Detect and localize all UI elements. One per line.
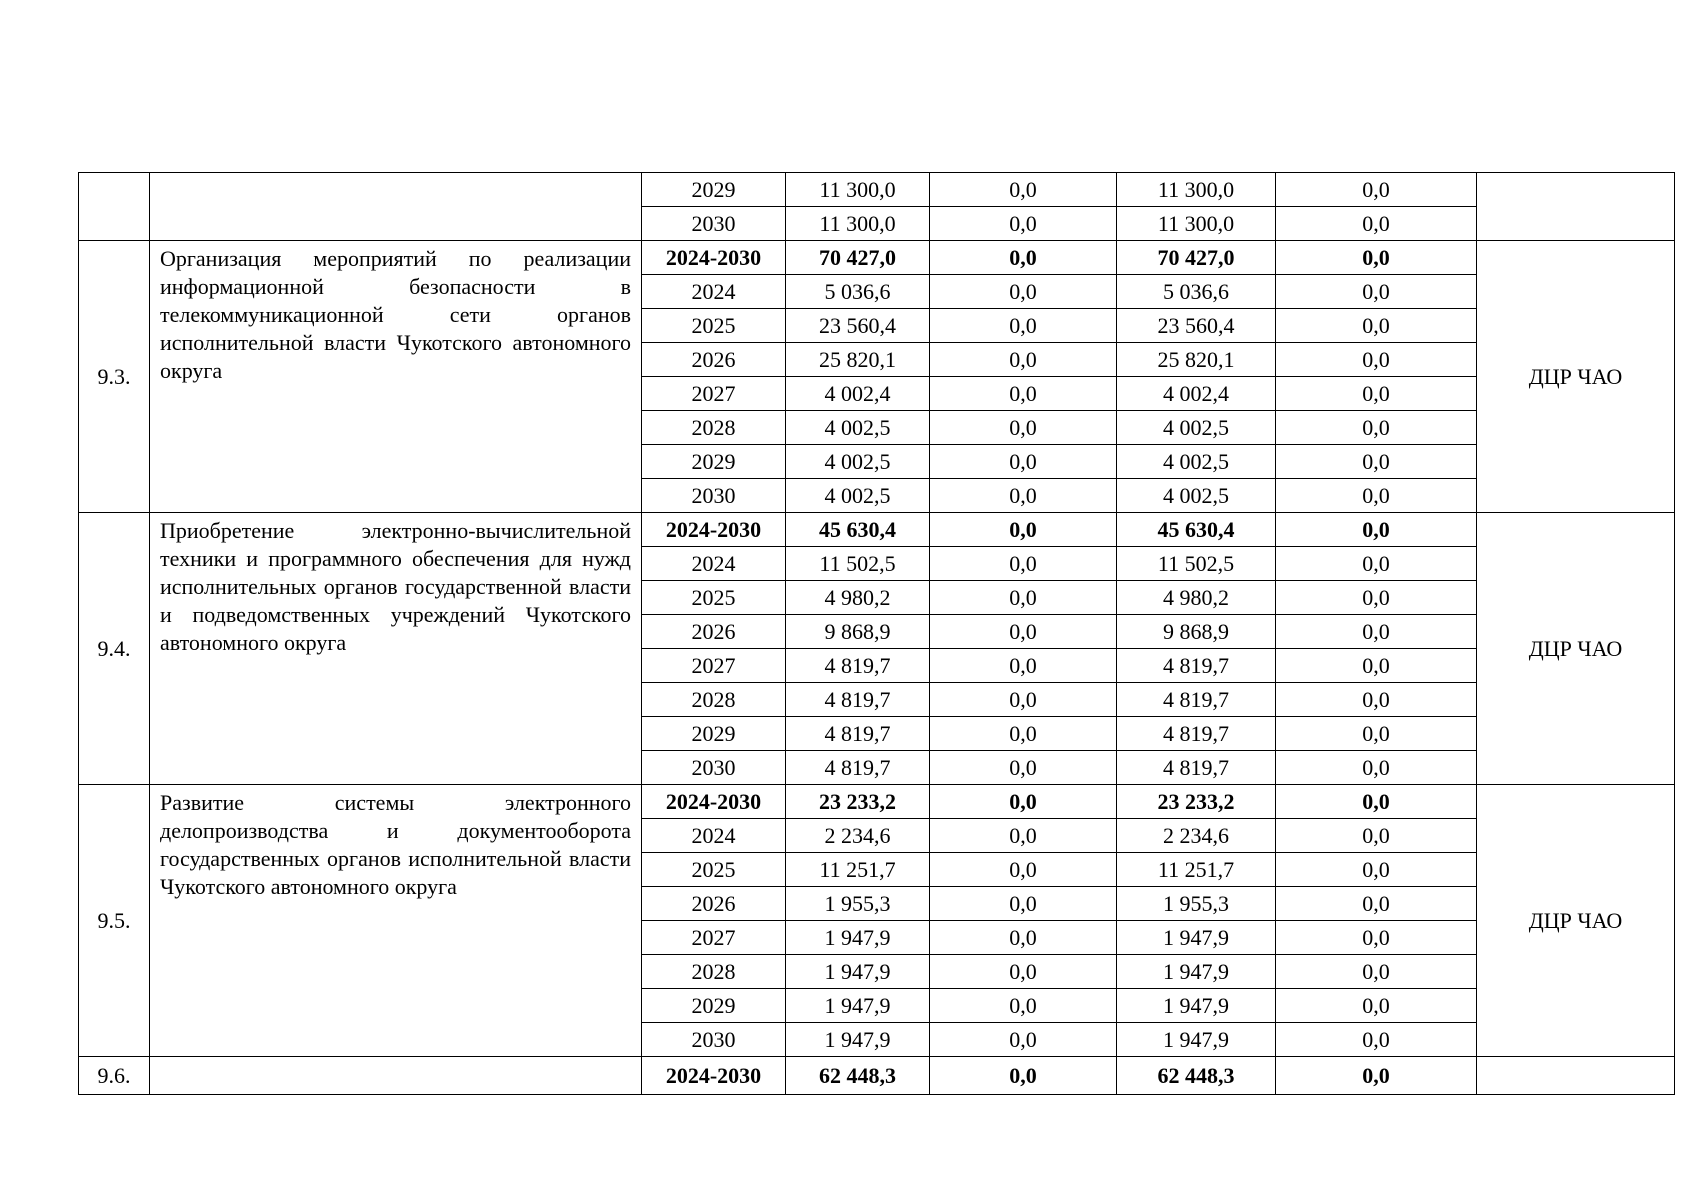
other-cell: 0,0 [1276, 615, 1477, 649]
year-cell: 2027 [642, 649, 786, 683]
year-cell: 2026 [642, 343, 786, 377]
total-cell: 1 947,9 [786, 921, 930, 955]
regional-cell: 4 819,7 [1117, 649, 1276, 683]
federal-cell: 0,0 [930, 173, 1117, 207]
regional-cell: 5 036,6 [1117, 275, 1276, 309]
total-cell: 4 002,5 [786, 411, 930, 445]
regional-cell: 11 502,5 [1117, 547, 1276, 581]
year-cell: 2024 [642, 547, 786, 581]
total-cell: 4 819,7 [786, 649, 930, 683]
total-cell: 62 448,3 [786, 1057, 930, 1095]
federal-cell: 0,0 [930, 887, 1117, 921]
federal-cell: 0,0 [930, 989, 1117, 1023]
total-cell: 11 251,7 [786, 853, 930, 887]
federal-cell: 0,0 [930, 649, 1117, 683]
executor-cell: ДЦР ЧАО [1477, 785, 1675, 1057]
regional-cell: 4 002,5 [1117, 445, 1276, 479]
federal-cell: 0,0 [930, 343, 1117, 377]
other-cell: 0,0 [1276, 785, 1477, 819]
total-cell: 9 868,9 [786, 615, 930, 649]
other-cell: 0,0 [1276, 989, 1477, 1023]
executor-cell: ДЦР ЧАО [1477, 513, 1675, 785]
item-name: Развитие системы электронного делопроизводства и документооборота государственных органов исполнительной власти Чукотского автономного округа [150, 785, 642, 1057]
regional-cell: 2 234,6 [1117, 819, 1276, 853]
other-cell: 0,0 [1276, 479, 1477, 513]
year-cell: 2024-2030 [642, 513, 786, 547]
regional-cell: 9 868,9 [1117, 615, 1276, 649]
federal-cell: 0,0 [930, 445, 1117, 479]
table-row [79, 241, 1675, 275]
regional-cell: 4 980,2 [1117, 581, 1276, 615]
other-cell: 0,0 [1276, 241, 1477, 275]
regional-cell: 23 233,2 [1117, 785, 1276, 819]
year-cell: 2027 [642, 377, 786, 411]
federal-cell: 0,0 [930, 853, 1117, 887]
total-cell: 4 980,2 [786, 581, 930, 615]
table-row [79, 173, 1675, 207]
federal-cell: 0,0 [930, 581, 1117, 615]
regional-cell: 11 300,0 [1117, 207, 1276, 241]
federal-cell: 0,0 [930, 785, 1117, 819]
year-cell: 2024-2030 [642, 241, 786, 275]
other-cell: 0,0 [1276, 411, 1477, 445]
other-cell: 0,0 [1276, 343, 1477, 377]
other-cell: 0,0 [1276, 819, 1477, 853]
year-cell: 2026 [642, 615, 786, 649]
total-cell: 11 300,0 [786, 207, 930, 241]
year-cell: 2030 [642, 207, 786, 241]
total-cell: 1 955,3 [786, 887, 930, 921]
table-row [79, 785, 1675, 819]
regional-cell: 62 448,3 [1117, 1057, 1276, 1095]
total-cell: 23 560,4 [786, 309, 930, 343]
regional-cell: 25 820,1 [1117, 343, 1276, 377]
other-cell: 0,0 [1276, 513, 1477, 547]
regional-cell: 11 300,0 [1117, 173, 1276, 207]
year-cell: 2026 [642, 887, 786, 921]
federal-cell: 0,0 [930, 207, 1117, 241]
table-row [79, 513, 1675, 547]
year-cell: 2025 [642, 853, 786, 887]
total-cell: 45 630,4 [786, 513, 930, 547]
other-cell: 0,0 [1276, 377, 1477, 411]
item-number [79, 173, 150, 241]
other-cell: 0,0 [1276, 173, 1477, 207]
federal-cell: 0,0 [930, 411, 1117, 445]
regional-cell: 4 819,7 [1117, 683, 1276, 717]
federal-cell: 0,0 [930, 547, 1117, 581]
other-cell: 0,0 [1276, 717, 1477, 751]
total-cell: 5 036,6 [786, 275, 930, 309]
federal-cell: 0,0 [930, 751, 1117, 785]
federal-cell: 0,0 [930, 921, 1117, 955]
year-cell: 2030 [642, 751, 786, 785]
total-cell: 4 002,5 [786, 479, 930, 513]
item-number: 9.6. [79, 1057, 150, 1095]
other-cell: 0,0 [1276, 887, 1477, 921]
other-cell: 0,0 [1276, 207, 1477, 241]
year-cell: 2024-2030 [642, 1057, 786, 1095]
federal-cell: 0,0 [930, 275, 1117, 309]
other-cell: 0,0 [1276, 1023, 1477, 1057]
year-cell: 2029 [642, 173, 786, 207]
other-cell: 0,0 [1276, 581, 1477, 615]
item-number: 9.4. [79, 513, 150, 785]
total-cell: 23 233,2 [786, 785, 930, 819]
regional-cell: 4 819,7 [1117, 751, 1276, 785]
federal-cell: 0,0 [930, 683, 1117, 717]
year-cell: 2030 [642, 479, 786, 513]
total-cell: 4 002,4 [786, 377, 930, 411]
item-name: Организация мероприятий по реализации информационной безопасности в телекоммуникационной сети органов исполнительной власти Чукотского автономного округа [150, 241, 642, 513]
federal-cell: 0,0 [930, 717, 1117, 751]
item-number: 9.5. [79, 785, 150, 1057]
item-name [150, 173, 642, 241]
year-cell: 2024 [642, 819, 786, 853]
year-cell: 2028 [642, 411, 786, 445]
total-cell: 11 300,0 [786, 173, 930, 207]
regional-cell: 45 630,4 [1117, 513, 1276, 547]
regional-cell: 1 947,9 [1117, 1023, 1276, 1057]
total-cell: 4 002,5 [786, 445, 930, 479]
other-cell: 0,0 [1276, 921, 1477, 955]
item-number: 9.3. [79, 241, 150, 513]
item-name [150, 1057, 642, 1095]
year-cell: 2029 [642, 445, 786, 479]
other-cell: 0,0 [1276, 445, 1477, 479]
executor-cell: ДЦР ЧАО [1477, 241, 1675, 513]
budget-table [78, 172, 1675, 1095]
regional-cell: 23 560,4 [1117, 309, 1276, 343]
total-cell: 1 947,9 [786, 955, 930, 989]
regional-cell: 1 947,9 [1117, 955, 1276, 989]
federal-cell: 0,0 [930, 1057, 1117, 1095]
total-cell: 4 819,7 [786, 683, 930, 717]
other-cell: 0,0 [1276, 955, 1477, 989]
total-cell: 2 234,6 [786, 819, 930, 853]
regional-cell: 11 251,7 [1117, 853, 1276, 887]
federal-cell: 0,0 [930, 819, 1117, 853]
year-cell: 2027 [642, 921, 786, 955]
total-cell: 4 819,7 [786, 717, 930, 751]
total-cell: 25 820,1 [786, 343, 930, 377]
executor-cell [1477, 1057, 1675, 1095]
other-cell: 0,0 [1276, 275, 1477, 309]
executor-cell [1477, 173, 1675, 241]
other-cell: 0,0 [1276, 547, 1477, 581]
regional-cell: 1 955,3 [1117, 887, 1276, 921]
federal-cell: 0,0 [930, 377, 1117, 411]
year-cell: 2028 [642, 955, 786, 989]
total-cell: 11 502,5 [786, 547, 930, 581]
table-body [79, 173, 1675, 1095]
total-cell: 1 947,9 [786, 989, 930, 1023]
item-name: Приобретение электронно-вычислительной техники и программного обеспечения для нужд исполнительных органов государственной власти и подведомственных учреждений Чукотского автономного округа [150, 513, 642, 785]
year-cell: 2024-2030 [642, 785, 786, 819]
regional-cell: 1 947,9 [1117, 921, 1276, 955]
federal-cell: 0,0 [930, 309, 1117, 343]
other-cell: 0,0 [1276, 1057, 1477, 1095]
other-cell: 0,0 [1276, 751, 1477, 785]
table-row [79, 1057, 1675, 1095]
year-cell: 2030 [642, 1023, 786, 1057]
other-cell: 0,0 [1276, 309, 1477, 343]
federal-cell: 0,0 [930, 241, 1117, 275]
federal-cell: 0,0 [930, 513, 1117, 547]
total-cell: 70 427,0 [786, 241, 930, 275]
regional-cell: 4 819,7 [1117, 717, 1276, 751]
total-cell: 1 947,9 [786, 1023, 930, 1057]
regional-cell: 4 002,5 [1117, 479, 1276, 513]
regional-cell: 4 002,4 [1117, 377, 1276, 411]
year-cell: 2028 [642, 683, 786, 717]
year-cell: 2029 [642, 989, 786, 1023]
year-cell: 2025 [642, 309, 786, 343]
regional-cell: 70 427,0 [1117, 241, 1276, 275]
year-cell: 2024 [642, 275, 786, 309]
total-cell: 4 819,7 [786, 751, 930, 785]
year-cell: 2025 [642, 581, 786, 615]
federal-cell: 0,0 [930, 1023, 1117, 1057]
other-cell: 0,0 [1276, 683, 1477, 717]
federal-cell: 0,0 [930, 955, 1117, 989]
other-cell: 0,0 [1276, 649, 1477, 683]
other-cell: 0,0 [1276, 853, 1477, 887]
regional-cell: 1 947,9 [1117, 989, 1276, 1023]
federal-cell: 0,0 [930, 615, 1117, 649]
federal-cell: 0,0 [930, 479, 1117, 513]
year-cell: 2029 [642, 717, 786, 751]
regional-cell: 4 002,5 [1117, 411, 1276, 445]
